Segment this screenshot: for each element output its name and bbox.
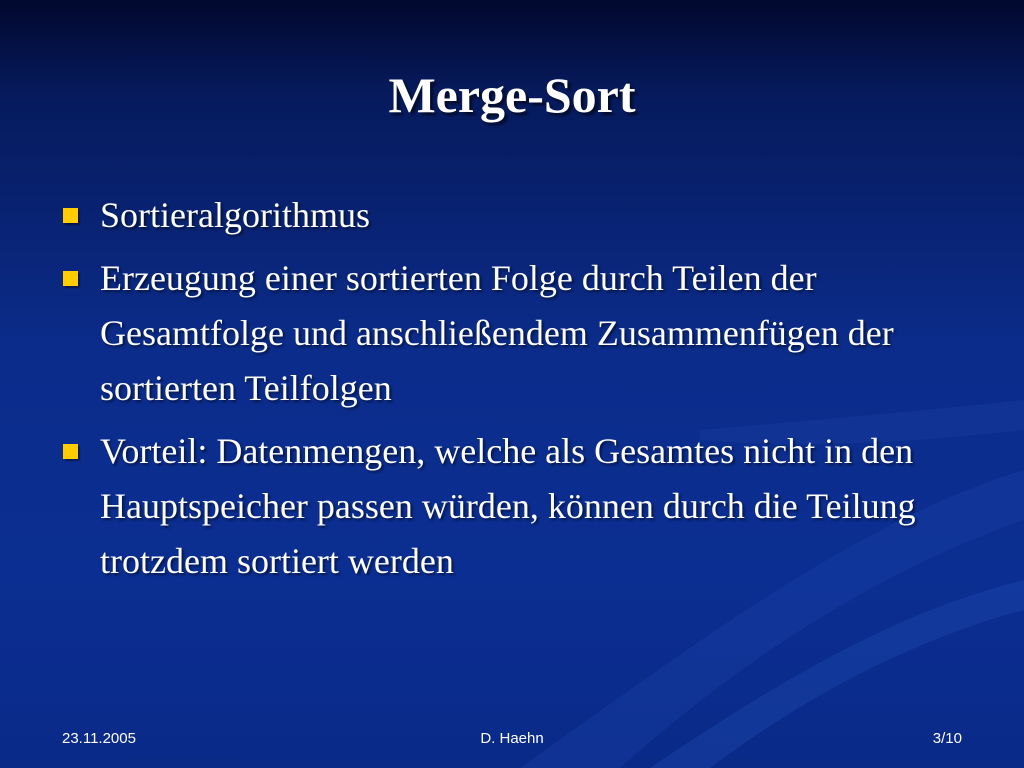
bullet-text: Sortieralgorithmus <box>100 195 370 235</box>
footer-page-number: 3/10 <box>932 730 962 747</box>
bullet-text: Erzeugung einer sortierten Folge durch Teilen der Gesamtfolge und anschließendem Zusammenfügen der sortierten Teilfolgen <box>100 258 894 408</box>
bullet-text: Vorteil: Datenmengen, welche als Gesamtes nicht in den Hauptspeicher passen würden, können durch die Teilung trotzdem sortiert werden <box>100 431 916 581</box>
bullet-item <box>60 251 960 416</box>
footer-author: D. Haehn <box>480 730 544 747</box>
bullet-item <box>60 424 960 589</box>
slide-title: Merge-Sort <box>388 67 636 123</box>
square-bullet-icon <box>63 208 78 223</box>
bullet-list <box>60 188 960 597</box>
footer-date: 23.11.2005 <box>62 730 136 747</box>
square-bullet-icon <box>63 444 78 459</box>
bullet-item <box>60 188 960 243</box>
square-bullet-icon <box>63 271 78 286</box>
